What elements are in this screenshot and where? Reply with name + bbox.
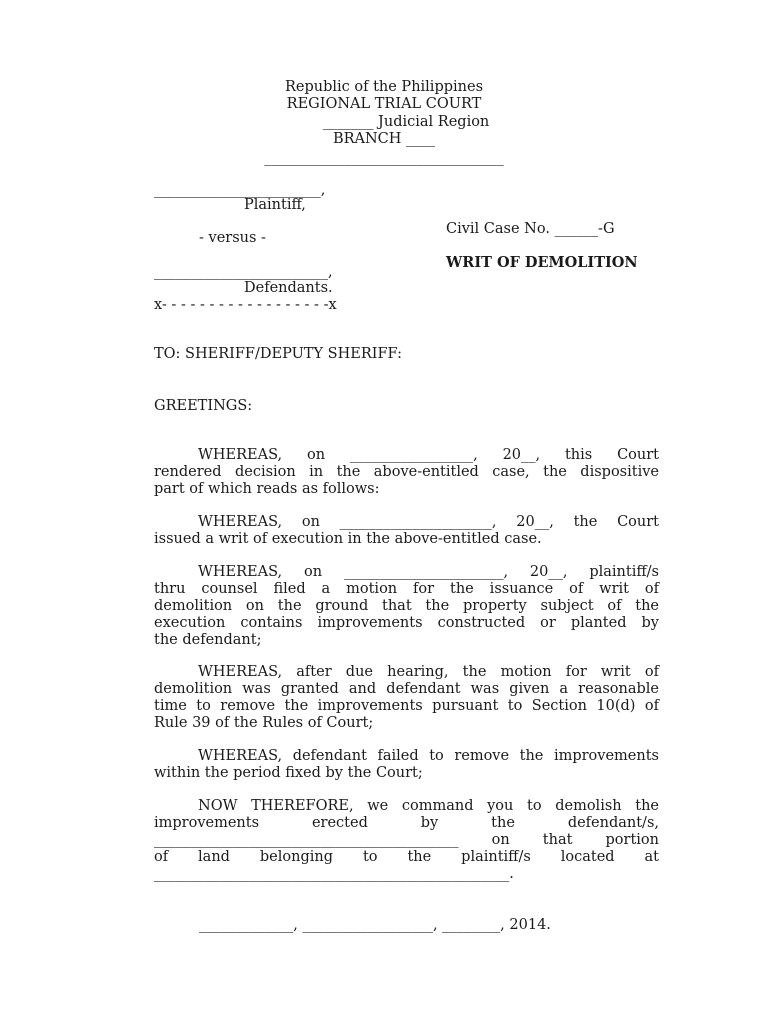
paragraph-line: WHEREAS, on _____________________, 20__, the Court	[198, 514, 659, 530]
greeting-line: GREETINGS:	[154, 398, 253, 414]
header-court: REGIONAL TRIAL COURT	[286, 96, 482, 112]
paragraph-line: rendered decision in the above-entitled case, the dispositive	[154, 464, 659, 480]
paragraph-line: execution contains improvements constructed or planted by	[154, 615, 659, 631]
case-number: Civil Case No. ______-G	[446, 221, 615, 237]
plaintiff-label: Plaintiff,	[244, 197, 306, 213]
header-branch: BRANCH ____	[332, 131, 436, 147]
paragraph-line: improvements erected by the defendant/s,	[154, 815, 659, 831]
paragraph-line: _________________________________________________.	[154, 866, 514, 882]
paragraph-motion	[154, 564, 659, 649]
paragraph-line: demolition was granted and defendant was given a reasonable	[154, 681, 659, 697]
address-line: TO: SHERIFF/DEPUTY SHERIFF:	[154, 346, 402, 362]
defendant-label: Defendants.	[244, 280, 333, 296]
paragraph-line: demolition on the ground that the property subject of the	[154, 598, 659, 614]
paragraph-line: WHEREAS, defendant failed to remove the improvements	[198, 748, 659, 764]
paragraph-line: issued a writ of execution in the above-entitled case.	[154, 531, 542, 547]
paragraph-line: WHEREAS, on _________________, 20__, this Court	[198, 447, 659, 463]
defendant-blank: ________________________,	[154, 264, 333, 280]
header-rule: _________________________________	[264, 150, 504, 166]
paragraph-hearing	[154, 664, 659, 732]
paragraph-line: of land belonging to the plaintiff/s located at	[154, 849, 659, 865]
plaintiff-blank: _______________________,	[154, 182, 326, 198]
paragraph-line: Rule 39 of the Rules of Court;	[154, 715, 374, 731]
paragraph-decision	[154, 447, 659, 498]
caption-divider: x- - - - - - - - - - - - - - - - - -x	[154, 297, 337, 313]
paragraph-line: the defendant;	[154, 632, 262, 648]
paragraph-line: WHEREAS, after due hearing, the motion for writ of	[198, 664, 659, 680]
paragraph-line: WHEREAS, on ______________________, 20__, plaintiff/s	[198, 564, 659, 580]
header-republic: Republic of the Philippines	[284, 79, 484, 95]
versus-label: - versus -	[199, 230, 266, 246]
dateline: _____________, __________________, ________, 2014.	[199, 917, 551, 933]
paragraph-line: within the period fixed by the Court;	[154, 765, 423, 781]
paragraph-line: thru counsel filed a motion for the issuance of writ of	[154, 581, 659, 597]
paragraph-writ-execution	[154, 514, 659, 548]
paragraph-failure	[154, 748, 659, 782]
paragraph-command	[154, 798, 659, 883]
document-title: WRIT OF DEMOLITION	[446, 254, 638, 271]
paragraph-line: NOW THEREFORE, we command you to demolish the	[198, 798, 659, 814]
paragraph-line: time to remove the improvements pursuant to Section 10(d) of	[154, 698, 659, 714]
paragraph-line: __________________________________________ on that portion	[154, 832, 659, 848]
paragraph-line: part of which reads as follows:	[154, 481, 380, 497]
header-region: _______ Judicial Region	[322, 114, 490, 130]
